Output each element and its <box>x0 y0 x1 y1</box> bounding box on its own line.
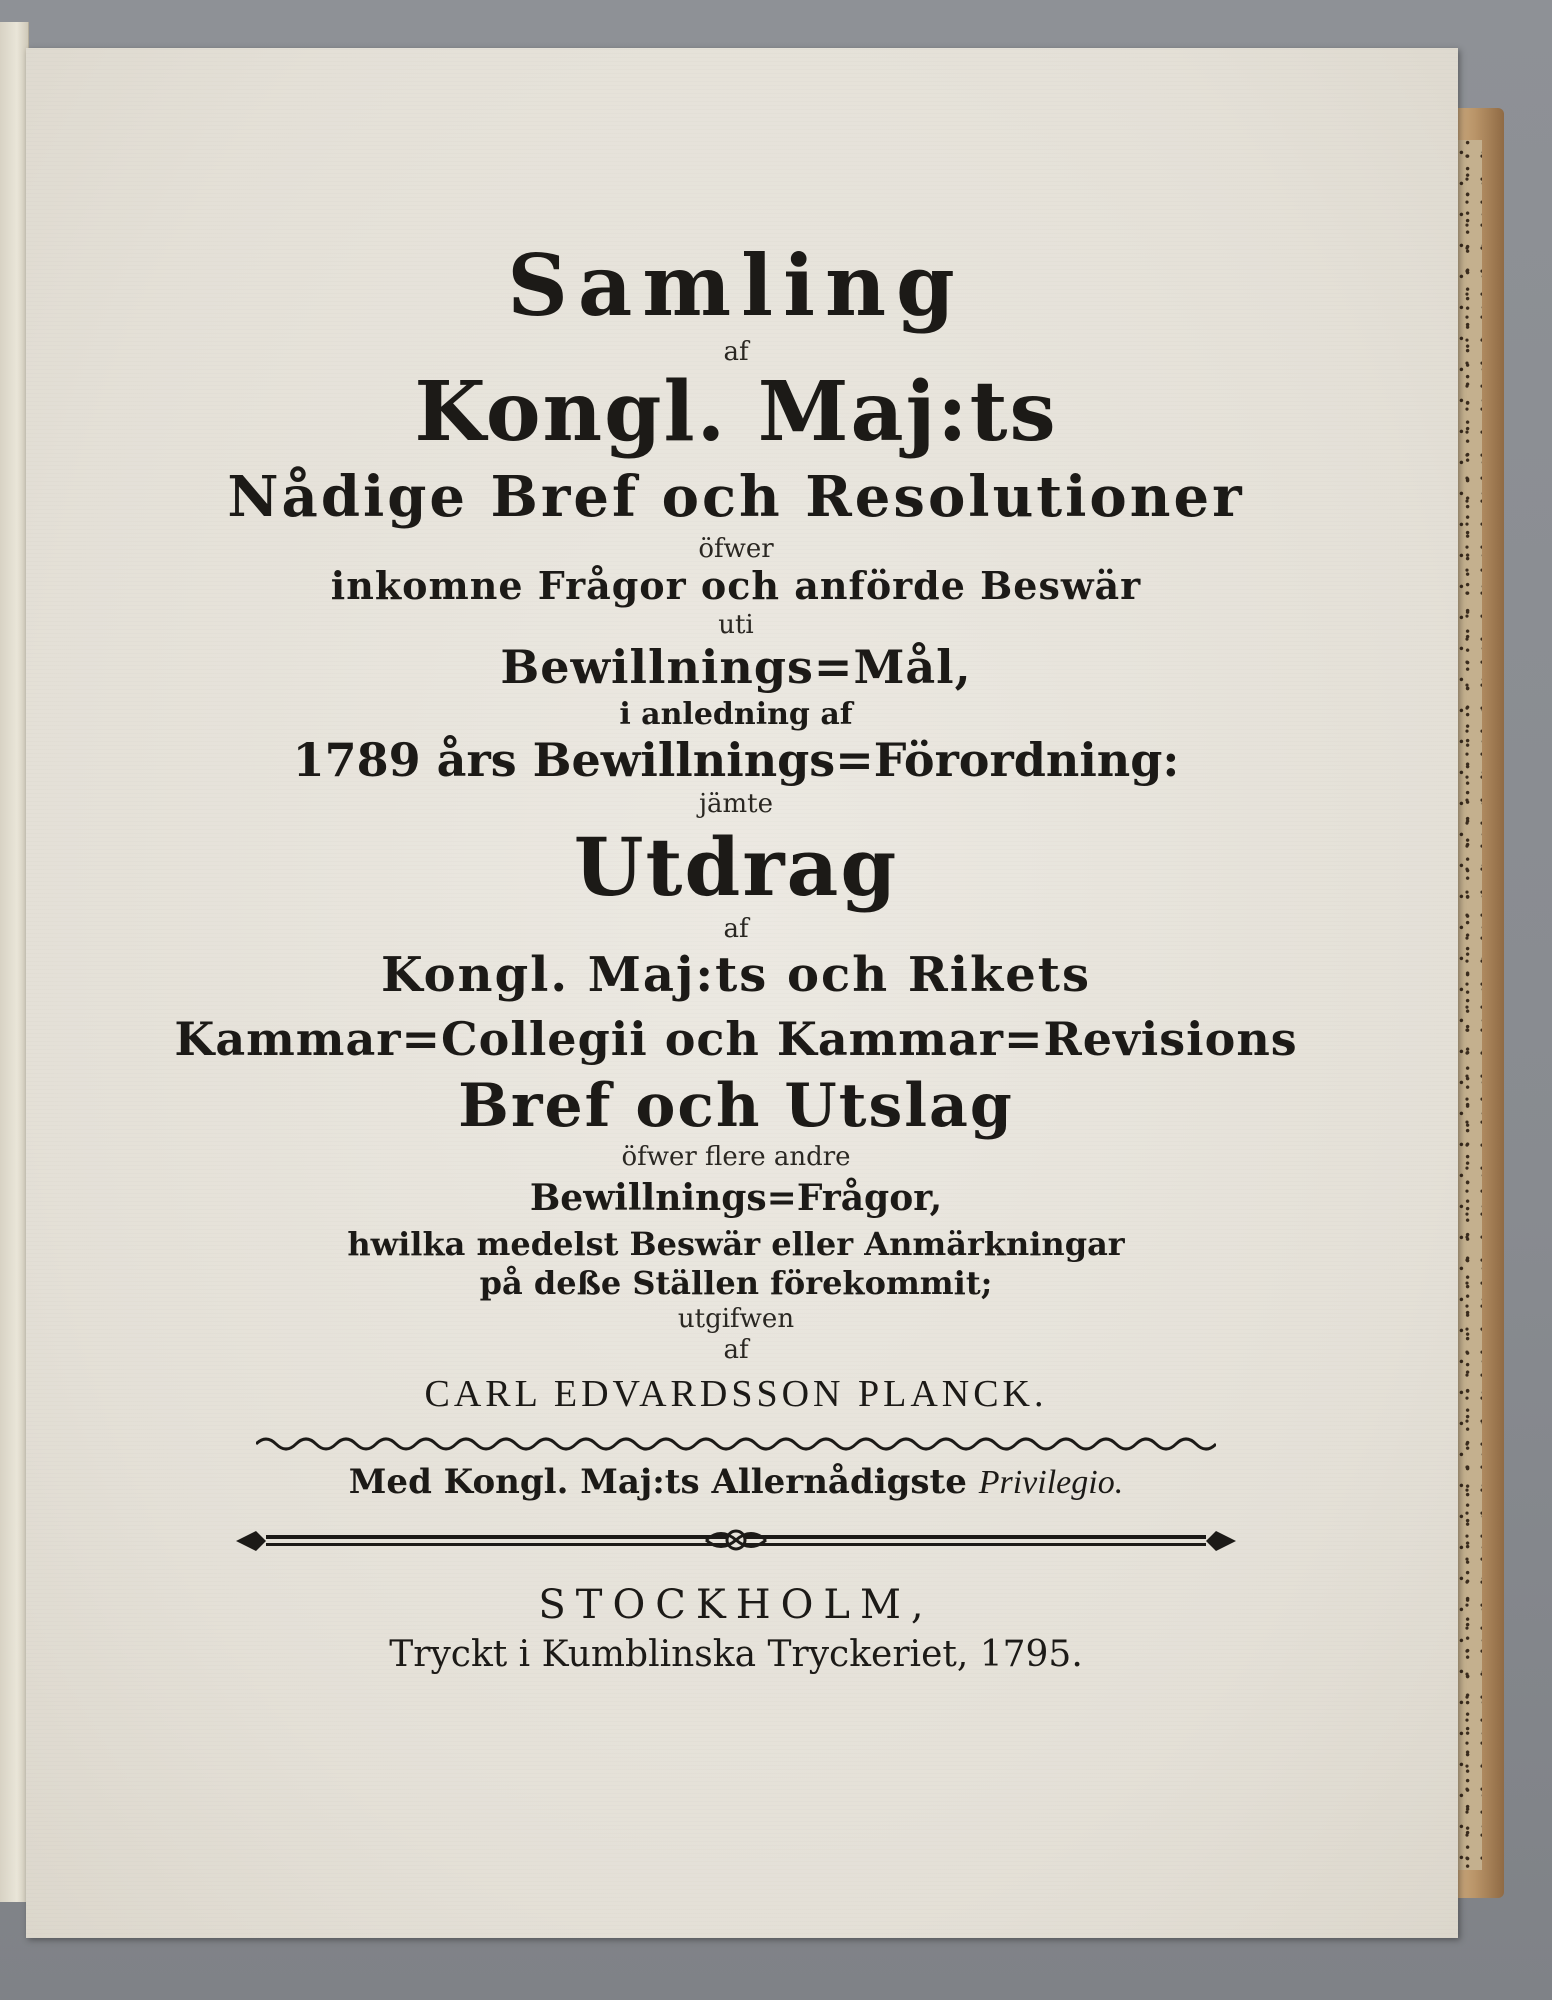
privilege-prefix: Med Kongl. Maj:ts Allernådigste <box>348 1462 967 1503</box>
connector-ofwer-flere: öfwer flere andre <box>621 1141 851 1172</box>
title-kammar-collegii: Kammar=Collegii och Kammar=Revisions <box>174 1011 1298 1066</box>
connector-jamte: jämte <box>698 788 774 819</box>
title-pa-desse: på deße Ställen förekommit; <box>479 1263 993 1302</box>
title-bewillnings-mal: Bewillnings=Mål, <box>500 639 972 694</box>
author-name: CARL EDVARDSSON PLANCK. <box>424 1373 1048 1416</box>
title-hwilka: hwilka medelst Beswär eller Anmärkningar <box>347 1224 1125 1263</box>
title-utdrag: Utdrag <box>573 819 899 914</box>
title-nadige-bref: Nådige Bref och Resolutioner <box>227 464 1245 531</box>
imprint-printer: Tryckt i Kumblinska Tryckeriet, 1795. <box>389 1634 1083 1676</box>
privilege-line <box>166 1464 1306 1501</box>
title-bref-utslag: Bref och Utslag <box>458 1070 1014 1141</box>
title-i-anledning: i anledning af <box>619 697 853 733</box>
ornamental-rule-icon <box>236 1523 1236 1559</box>
connector-utgifwen: utgifwen <box>677 1304 795 1335</box>
title-1789-forordning: 1789 års Bewillnings=Förordning: <box>292 733 1180 788</box>
title-page-text <box>166 178 1306 1675</box>
title-bewillnings-fragor: Bewillnings=Frågor, <box>529 1177 943 1220</box>
main-title: Samling <box>507 236 965 335</box>
imprint-city: STOCKHOLM, <box>538 1582 934 1629</box>
facing-page-edge <box>0 22 29 1902</box>
connector-af: af <box>723 1334 749 1365</box>
connector-uti: uti <box>718 610 754 641</box>
title-inkomne: inkomne Frågor och anförde Beswär <box>330 563 1142 609</box>
title-page <box>26 48 1458 1938</box>
connector-af: af <box>723 913 749 944</box>
title-kongl-rikets: Kongl. Maj:ts och Rikets <box>381 947 1091 1004</box>
connector-ofwer: öfwer <box>698 533 774 564</box>
privilege-latin: Privilegio. <box>978 1464 1124 1502</box>
title-kongl-majts: Kongl. Maj:ts <box>414 363 1058 460</box>
wavy-rule-icon <box>256 1432 1216 1456</box>
connector-af: af <box>723 337 749 368</box>
